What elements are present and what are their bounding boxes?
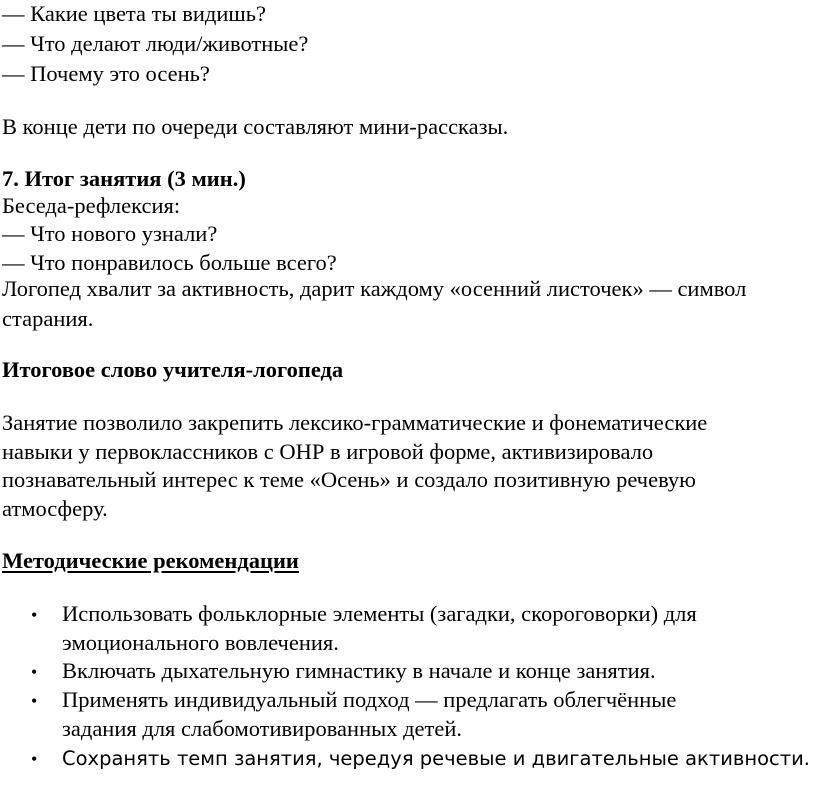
question-why-autumn: — Почему это осень? — [2, 61, 210, 86]
section7-title: 7. Итог занятия (3 мин.) — [2, 166, 246, 191]
question-actions: — Что делают люди/животные? — [2, 31, 309, 56]
list-item-text: Использовать фольклорные элементы (загадки, скороговорки) для — [62, 601, 697, 626]
stories-note: В конце дети по очереди составляют мини-рассказы. — [2, 114, 509, 139]
list-item-text: Сохранять темп занятия, чередуя речевые и двигательные активности. — [62, 747, 810, 770]
recommendations-title: Методические рекомендации — [2, 548, 299, 573]
list-item-text: Включать дыхательную гимнастику в начале и конце занятия. — [62, 658, 656, 683]
section7-intro: Беседа-рефлексия: — [2, 193, 181, 218]
question-colors: — Какие цвета ты видишь? — [2, 1, 266, 26]
final-word-line-1: Занятие позволило закрепить лексико-грамматические и фонематические — [2, 410, 708, 435]
reflection-question-liked: — Что понравилось больше всего? — [2, 250, 337, 275]
final-word-line-2: навыки у первоклассников с ОНР в игровой форме, активизировало — [2, 439, 654, 464]
reflection-question-new: — Что нового узнали? — [2, 221, 218, 246]
final-word-title: Итоговое слово учителя-логопеда — [2, 357, 344, 382]
list-item-text: Применять индивидуальный подход — предлагать облегчённые — [62, 687, 677, 712]
bullet-icon: • — [31, 749, 38, 769]
list-item-text-continued: эмоционального вовлечения. — [62, 630, 339, 655]
final-word-line-3: познавательный интерес к теме «Осень» и создало позитивную речевую — [2, 467, 696, 492]
bullet-icon: • — [31, 662, 38, 682]
praise-line-2: старания. — [2, 306, 94, 331]
list-item-text-continued: задания для слабомотивированных детей. — [62, 716, 463, 741]
bullet-icon: • — [31, 605, 38, 625]
bullet-icon: • — [31, 691, 38, 711]
praise-line-1: Логопед хвалит за активность, дарит каждому «осенний листочек» — символ — [2, 276, 747, 301]
final-word-line-4: атмосферу. — [2, 496, 108, 521]
